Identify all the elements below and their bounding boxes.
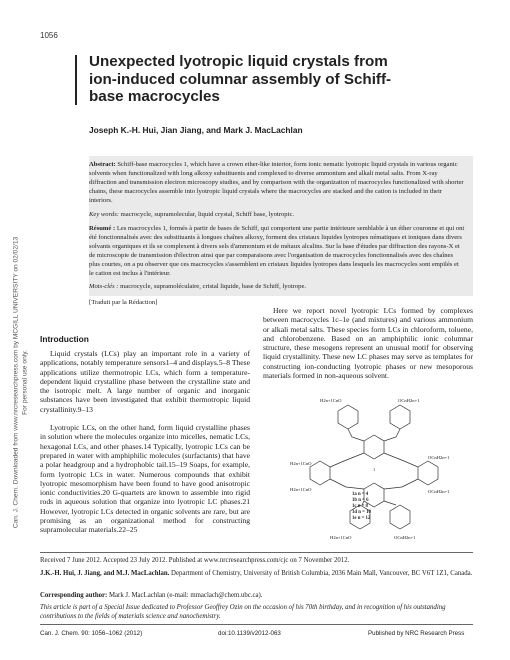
abstract-label: Abstract: [89, 161, 116, 168]
article-title: Unexpected lyotropic liquid crystals from ion-induced columnar assembly of Schiff-base macrocycles [89, 53, 392, 105]
compound-number: 1 [373, 467, 376, 472]
abstract [89, 160, 465, 205]
special-issue-note: This article is part of a Special Issue dedicated to Professor Geoffrey Ozin on the occasion of his 70th birthday, and in recognition of his outstanding contributions to the fields of materials science and nanochemistry. [40, 604, 446, 620]
intro-paragraph-1: Liquid crystals (LCs) play an important role in a variety of applications, notably temperature sensors1–4 and displays.5–8 These applications utilize thermotropic LCs, which form a temperature-dependent liquid crystalline phase between the crystalline state and the isotropic melt. A large number of organic and inorganic substances have been investigated that exhibit thermotropic liquid crystallinity.9–13 [40, 349, 250, 414]
structure-label-bottom-right: OCnH2n+1 [394, 535, 416, 540]
author-list: Joseph K.-H. Hui, Jian Jiang, and Mark J. MacLachlan [89, 125, 303, 135]
intro-paragraph-2: Lyotropic LCs, on the other hand, form liquid crystalline phases in solution where the molecules organize into micelles, nematic LCs, hexagonal LCs, and other phases.14 Typically, lyotropic LCs can be prepared in water with amphiphilic molecules (surfactants) that have a polar headgroup and a hydrophobic tail.15–19 Soaps, for example, form lyotropic LCs in water. Numerous compounds that exhibit lyotropic mesomorphism have been found to have good anisotropic ionic conductivities.20 G-quartets are known to assemble into rigid rods in aqueous solution that organize into lyotropic LC phases.21 However, lyotropic LCs detected in organic solvents are rare, but are promising as an organizational method for constructing supramolecular materials.22–25 [40, 423, 250, 535]
download-sidenote [0, 170, 28, 590]
resume [89, 224, 465, 278]
journal-citation: Can. J. Chem. 90: 1056–1062 (2012) [40, 630, 143, 637]
right-column [263, 306, 473, 389]
series-1e: 1e n = 12 [352, 516, 371, 521]
translation-note: [Traduit par la Rédaction] [89, 299, 158, 306]
abstract-text: Schiff-base macrocycles 1, which have a crown ether-like interior, form ionic nematic lyotropic liquid crystals in various organic solvents when functionalized with long alkoxy substituents and complexed to diverse ammonium and alkali metal salts. From X-ray diffraction and transmission electron microscopy studies, and by comparison with the organization of macrocycles functionalized with shorter chains, these macrocycles assemble into lyotropic liquid crystals where the macrocycles are stacked and the cation is included in their interiors. [89, 161, 464, 204]
series-1a: 1a n = 4 [352, 492, 369, 497]
keywords-label: Key words: [89, 211, 119, 218]
sidenote-line-1: Can. J. Chem. Downloaded from www.nrcresearchpress.com by MCGILL UNIVERSITY on 02/02/13 [12, 236, 20, 529]
structure-label-left: H2n+1CnO [290, 461, 312, 466]
series-1c: 1c n = 8 [352, 504, 368, 509]
structure-label-right: OCnH2n+1 [428, 455, 450, 460]
doi: doi:10.1139/v2012-063 [218, 630, 281, 637]
resume-text: Les macrocycles 1, formés à partir de bases de Schiff, qui comportent une partie intérieure semblable à un éther couronne et qui ont été fonctionnalisés avec des substituants à longues chaînes alkoxy, forment des cristaux liquides lyotropes nématiques et ioniques dans divers solvants organiques et ils se complexent à divers sels d'ammonium et de métaux alcalins. Sur la base d'études par diffraction des rayons-X et de microscopie de transmission d'électron ainsi que par comparaisons avec l'organisation de macrocycles fonctionnalisés avec des chaînes plus courtes, on a pu observer que ces macrocycles s'assemblent en cristaux liquides lyotropes dans lesquels les macrocycles sont empilés et le cation est inclus à l'intérieur. [89, 225, 465, 277]
sidenote-line-2: For personal use only. [21, 350, 28, 415]
affiliation-names: J.K.-H. Hui, J. Jiang, and M.J. MacLachlan. [40, 570, 170, 577]
structure-label-right-2: OCnH2n+1 [428, 489, 450, 494]
benzene-ring-top-left [338, 405, 358, 429]
corresponding-text: Mark J. MacLachlan (e-mail: mmaclach@chem.ubc.ca). [109, 592, 263, 599]
resume-label: Résumé : [89, 225, 116, 232]
series-1b: 1b n = 6 [352, 498, 369, 503]
structure-label-top-right: OCnH2n+1 [398, 398, 420, 403]
keywords-text: macrocycle, supramolecular, liquid crystal, Schiff base, lyotropic. [120, 211, 295, 218]
structure-label-left-2: H2n+1CnO [290, 487, 312, 492]
page-number: 1056 [40, 31, 58, 40]
corresponding-author [40, 592, 473, 601]
corresponding-label: Corresponding author: [40, 592, 108, 599]
benzene-ring-upper-center [364, 435, 384, 459]
title-rule [75, 55, 77, 105]
affiliation [40, 570, 473, 579]
benzene-ring-left [310, 461, 330, 485]
mots-cles-text: macrocycle, supramoléculaire, cristal liquide, base de Schiff, lyotrope. [120, 283, 307, 290]
intro-paragraph-3: Here we report novel lyotropic LCs formed by complexes between macrocycles 1c–1e (and mixtures) and various ammonium or alkali metal salts. These species form LCs in chloroform, toluene, and chlorobenzene. Based on an amphiphilic ionic columnar structure, these mesogens represent an unusual motif for observing liquid crystallinity. These new LC phases may serve as templates for constructing ion-conducting lyotropic phases or new mesoporous materials formed in non-aqueous solvent. [263, 306, 473, 381]
mots-cles-label: Mots-clés : [89, 283, 119, 290]
bottom-rule [40, 624, 473, 625]
affiliation-text: Department of Chemistry, University of British Columbia, 2036 Main Mall, Vancouver, BC V6T 1Z1, Canada. [171, 570, 473, 577]
structure-label-bottom-left: H2n+1CnO [330, 535, 352, 540]
publisher: Published by NRC Research Press [368, 630, 465, 637]
keywords [89, 210, 465, 219]
received-dates: Received 7 June 2012. Accepted 23 July 2012. Published at www.nrcresearchpress.com/cjc on 7 November 2012. [40, 557, 350, 564]
left-column [40, 349, 250, 544]
benzene-ring-top-right [390, 405, 410, 429]
benzene-ring-right [418, 461, 438, 485]
intro-heading: Introduction [40, 334, 89, 344]
structure-label-top-left: H2n+1CnO [320, 398, 342, 403]
footnote-rule [40, 552, 473, 553]
series-1d: 1d n = 10 [352, 510, 371, 515]
mots-cles [89, 282, 465, 291]
benzene-ring-bottom-right [390, 505, 410, 529]
macrocycle-structure-figure [290, 393, 460, 543]
